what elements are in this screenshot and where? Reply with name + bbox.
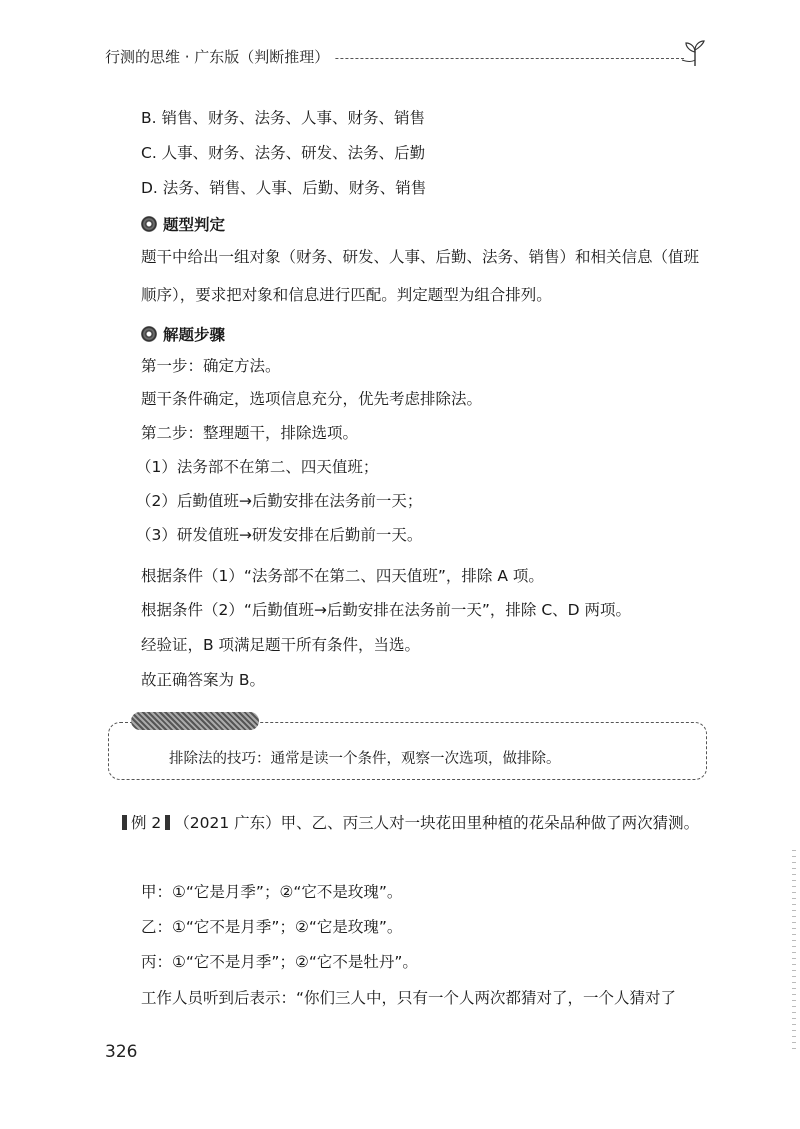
section-bullet-icon [141, 326, 157, 342]
example-last-line: 工作人员听到后表示：“你们三人中，只有一个人两次都猜对了，一个人猜对了 [141, 989, 677, 1007]
guess-line: 乙：①“它不是月季”；②“它是玫瑰”。 [141, 918, 403, 936]
guess-line: 丙：①“它不是月季”；②“它不是牡丹”。 [141, 953, 418, 971]
section-heading: 解题步骤 [163, 326, 226, 344]
guess-line: 甲：①“它是月季”；②“它不是玫瑰”。 [141, 883, 403, 901]
type-judgement-text: 题干中给出一组对象（财务、研发、人事、后勤、法务、销售）和相关信息（值班顺序），要求把对象和信息进行匹配。判定题型为组合排列。 [141, 248, 700, 304]
example-marker-icon [165, 815, 170, 830]
header-title: 行测的思维 · 广东版（判断推理） [105, 46, 335, 67]
step-line: 第一步：确定方法。 [141, 357, 281, 375]
tip-text: 排除法的技巧：通常是读一个条件，观察一次选项，做排除。 [169, 751, 561, 767]
example-intro-text: （2021 广东）甲、乙、丙三人对一块花田里种植的花朵品种做了两次猜测。 [174, 814, 700, 832]
step-line: 第二步：整理题干，排除选项。 [141, 424, 359, 442]
section-heading: 题型判定 [163, 216, 226, 234]
option-b: B. 销售、财务、法务、人事、财务、销售 [141, 109, 425, 127]
section-bullet-icon [141, 216, 157, 232]
step-line: 题干条件确定，选项信息充分，优先考虑排除法。 [141, 390, 483, 408]
condition-line: （1）法务部不在第二、四天值班； [136, 458, 379, 476]
tip-box [108, 722, 707, 780]
option-c: C. 人事、财务、法务、研发、法务、后勤 [141, 144, 426, 162]
step-line: 经验证，B 项满足题干所有条件，当选。 [141, 636, 421, 654]
section-type-judgement [141, 213, 225, 235]
condition-line: （3）研发值班→研发安排在后勤前一天。 [136, 526, 423, 544]
tip-tab-decoration [131, 712, 259, 730]
example-label: 例 2 [131, 814, 162, 832]
step-line: 根据条件（1）“法务部不在第二、四天值班”，排除 A 项。 [141, 567, 544, 585]
example-marker-icon [122, 815, 127, 830]
step-line: 根据条件（2）“后勤值班→后勤安排在法务前一天”，排除 C、D 两项。 [141, 601, 632, 619]
answer-line: 故正确答案为 B。 [141, 671, 266, 689]
sprout-icon [680, 38, 710, 68]
option-d: D. 法务、销售、人事、后勤、财务、销售 [141, 179, 427, 197]
running-header [105, 38, 710, 68]
scan-edge-marks [792, 850, 796, 1050]
example-intro [118, 804, 713, 842]
section-steps [141, 323, 225, 345]
condition-line: （2）后勤值班→后勤安排在法务前一天； [136, 492, 423, 510]
page-number: 326 [105, 1042, 138, 1062]
